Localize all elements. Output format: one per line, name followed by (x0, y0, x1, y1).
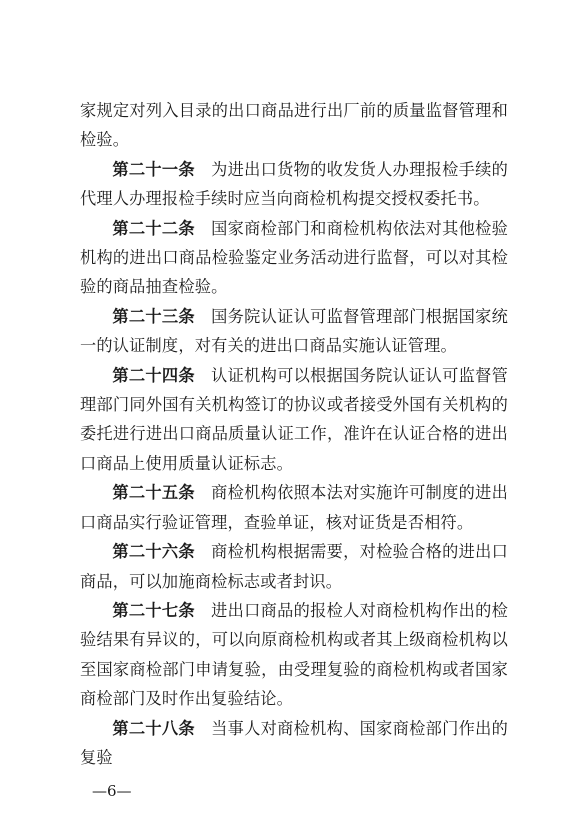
article-heading: 第二十二条 (112, 218, 195, 238)
article-heading: 第二十六条 (112, 542, 195, 562)
article-heading: 第二十四条 (112, 365, 195, 385)
paragraph-text: 商检机构依照本法对实施许可制度的进出口商品实行验证管理，查验单证，核对证货是否相符。 (80, 483, 508, 532)
article-heading: 第二十八条 (112, 718, 195, 738)
paragraph-text: 国务院认证认可监督管理部门根据国家统一的认证制度，对有关的进出口商品实施认证管理。 (80, 306, 508, 356)
document-body (80, 96, 508, 772)
paragraph-text: 当事人对商检机构、国家商检部门作出的复验 (80, 718, 508, 767)
paragraph-text: 家规定对列入目录的出口商品进行出厂前的质量监督管理和检验。 (80, 101, 508, 150)
article-23 (80, 302, 508, 361)
paragraph-continuation (80, 96, 508, 155)
paragraph-text: 进出口商品的报检人对商检机构作出的检验结果有异议的，可以向原商检机构或者其上级商检机构以至国家商检部门申请复验，由受理复验的商检机构或者国家商检部门及时作出复验结论。 (80, 600, 508, 709)
paragraph-text: 商检机构根据需要，对检验合格的进出口商品，可以加施商检标志或者封识。 (80, 542, 508, 591)
paragraph-text: 认证机构可以根据国务院认证认可监督管理部门同外国有关机构签订的协议或者接受外国有关机构的委托进行进出口商品质量认证工作，准许在认证合格的进出口商品上使用质量认证标志。 (80, 365, 508, 473)
article-27 (80, 596, 508, 714)
paragraph-text: 为进出口货物的收发货人办理报检手续的代理人办理报检手续时应当向商检机构提交授权委托书。 (80, 159, 508, 209)
article-heading: 第二十五条 (112, 483, 195, 503)
article-heading: 第二十三条 (112, 306, 195, 326)
article-24 (80, 361, 508, 479)
paragraph-text: 国家商检部门和商检机构依法对其他检验机构的进出口商品检验鉴定业务活动进行监督，可以对其检验的商品抽查检验。 (80, 218, 508, 297)
article-heading: 第二十一条 (112, 159, 195, 179)
article-28 (80, 714, 508, 773)
article-26 (80, 537, 508, 596)
article-heading: 第二十七条 (112, 600, 195, 620)
article-22 (80, 214, 508, 302)
article-25 (80, 478, 508, 537)
article-21 (80, 155, 508, 214)
page-number: —6— (92, 782, 132, 800)
